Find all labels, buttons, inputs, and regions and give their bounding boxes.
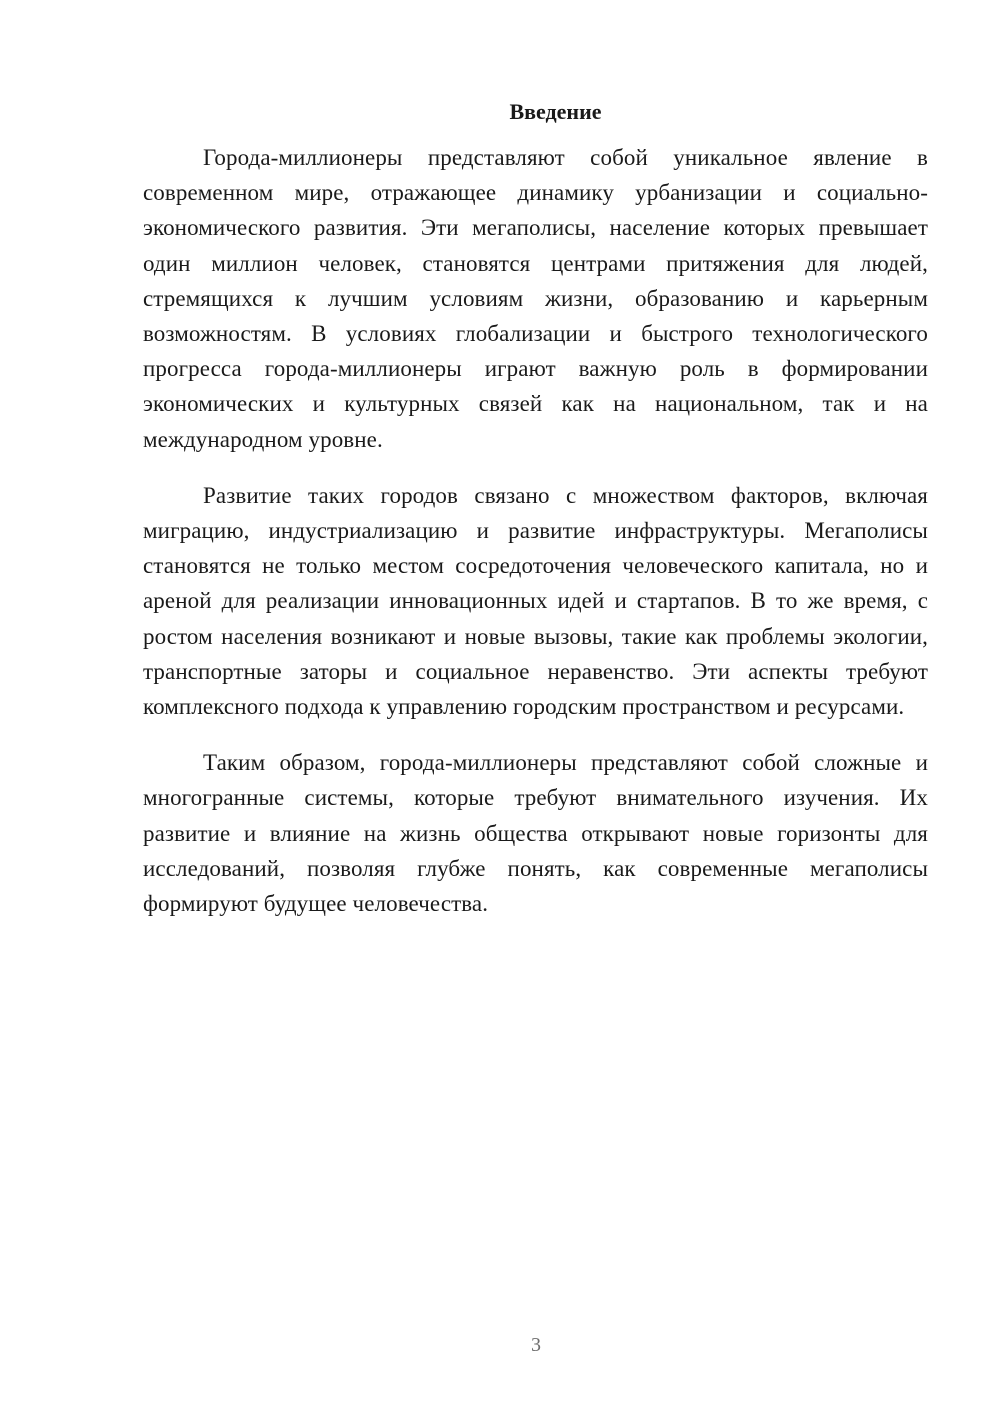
document-body xyxy=(143,96,928,942)
section-title: Введение xyxy=(509,99,602,124)
paragraph-2: Развитие таких городов связано с множеством факторов, включая миграцию, индустриализацию и развитие инфраструктуры. Мегаполисы становятся не только местом сосредоточения человеческого капитала, но и ареной для реализации инновационных идей и стартапов. В то же время, с ростом населения возникают и новые вызовы, такие как проблемы экологии, транспортные заторы и социальное неравенство. Эти аспекты требуют комплексного подхода к управлению городским пространством и ресурсами. xyxy=(143,482,928,720)
paragraph-3: Таким образом, города-миллионеры представляют собой сложные и многогранные системы, которые требуют внимательного изучения. Их развитие и влияние на жизнь общества открывают новые горизонты для исследований, позволяя глубже понять, как современные мегаполисы формируют будущее человечества. xyxy=(143,750,928,917)
page-number: 3 xyxy=(531,1334,541,1356)
paragraph-1: Города-миллионеры представляют собой уникальное явление в современном мире, отражающее динамику урбанизации и социально-экономического развития. Эти мегаполисы, население которых превышает один миллион человек, становятся центрами притяжения для людей, стремящихся к лучшим условиям жизни, образованию и карьерным возможностям. В условиях глобализации и быстрого технологического прогресса города-миллионеры играют важную роль в формировании экономических и культурных связей как на национальном, так и на международном уровне. xyxy=(143,145,928,452)
